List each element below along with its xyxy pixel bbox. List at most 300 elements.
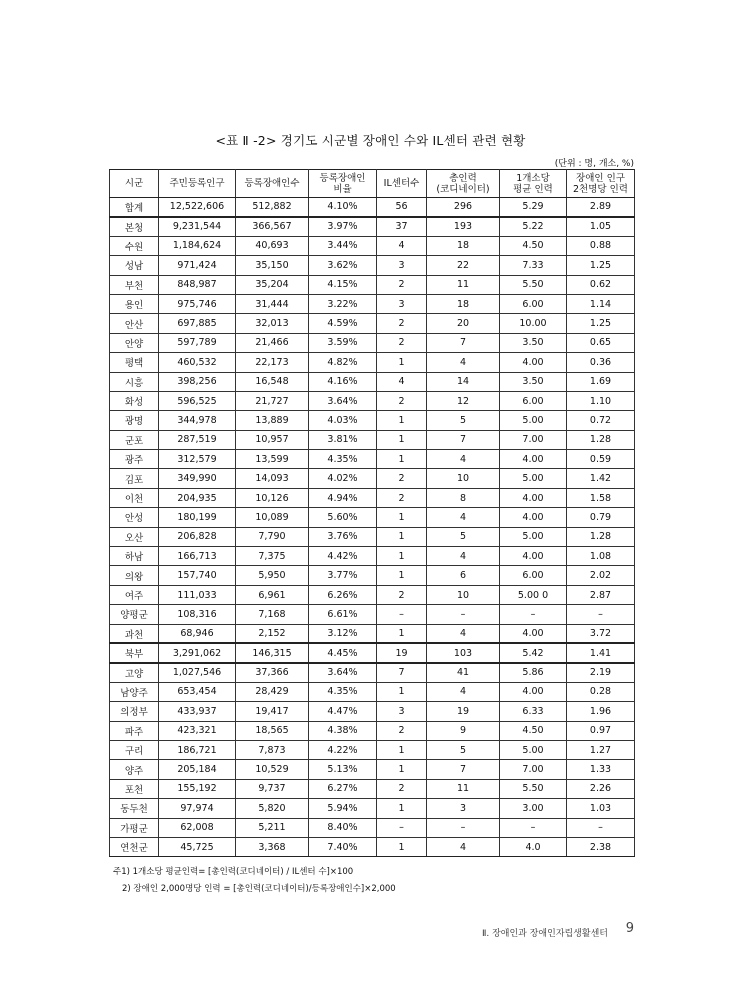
table-cell: 62,008	[159, 818, 236, 837]
table-cell: 5.00	[500, 411, 567, 430]
table-cell: 5,211	[236, 818, 309, 837]
table-cell: 3	[427, 799, 500, 818]
table-cell: 597,789	[159, 333, 236, 352]
table-cell: 용인	[110, 294, 159, 313]
table-cell: 1	[377, 624, 427, 643]
table-cell: 1,184,624	[159, 236, 236, 255]
table-cell: 본청	[110, 217, 159, 236]
table-cell: 4.00	[500, 450, 567, 469]
table-cell: 7.00	[500, 760, 567, 779]
table-cell: 2,152	[236, 624, 309, 643]
table-cell: 45,725	[159, 837, 236, 856]
table-cell: 6.61%	[309, 605, 377, 624]
table-cell: 안양	[110, 333, 159, 352]
table-cell: 4.22%	[309, 740, 377, 759]
table-cell: 4.35%	[309, 682, 377, 701]
header-disabled-ratio: 등록장애인 비율	[309, 170, 377, 198]
table-cell: 0.88	[567, 236, 635, 255]
table-cell: 5.00 0	[500, 585, 567, 604]
table-row	[110, 391, 635, 410]
table-cell: 3.59%	[309, 333, 377, 352]
table-cell: 1.28	[567, 527, 635, 546]
table-row	[110, 256, 635, 275]
table-cell: 안산	[110, 314, 159, 333]
table-cell: –	[427, 605, 500, 624]
table-cell: 14,093	[236, 469, 309, 488]
table-cell: 9	[427, 721, 500, 740]
table-row	[110, 605, 635, 624]
table-row	[110, 760, 635, 779]
table-cell: 10,089	[236, 508, 309, 527]
table-cell: 5.94%	[309, 799, 377, 818]
table-cell: 6.26%	[309, 585, 377, 604]
table-cell: 7,790	[236, 527, 309, 546]
table-cell: 3.64%	[309, 663, 377, 682]
table-cell: 5.42	[500, 643, 567, 662]
table-row	[110, 624, 635, 643]
table-cell: 0.72	[567, 411, 635, 430]
table-header-row	[110, 170, 635, 198]
table-cell: 1.03	[567, 799, 635, 818]
table-cell: 4.16%	[309, 372, 377, 391]
table-cell: 5.86	[500, 663, 567, 682]
header-il-center-count: IL센터수	[377, 170, 427, 198]
table-cell: 1.42	[567, 469, 635, 488]
table-cell: 3.81%	[309, 430, 377, 449]
table-row	[110, 779, 635, 798]
table-caption: <표 Ⅱ -2> 경기도 시군별 장애인 수와 IL센터 관련 현황	[215, 133, 526, 148]
table-cell: 1.69	[567, 372, 635, 391]
table-row	[110, 508, 635, 527]
table-cell: 2	[377, 391, 427, 410]
table-cell: 5	[427, 740, 500, 759]
table-cell: 1	[377, 430, 427, 449]
table-cell: 1	[377, 682, 427, 701]
table-cell: 68,946	[159, 624, 236, 643]
table-cell: 포천	[110, 779, 159, 798]
table-row	[110, 294, 635, 313]
header-registered-disabled: 등록장애인수	[236, 170, 309, 198]
table-cell: 166,713	[159, 547, 236, 566]
table-cell: 1.27	[567, 740, 635, 759]
table-cell: 4.00	[500, 488, 567, 507]
table-cell: 4	[427, 547, 500, 566]
table-cell: 0.65	[567, 333, 635, 352]
table-cell: 3.12%	[309, 624, 377, 643]
table-cell: 의정부	[110, 702, 159, 721]
table-cell: 5.00	[500, 740, 567, 759]
table-cell: 7.40%	[309, 837, 377, 856]
table-cell: 111,033	[159, 585, 236, 604]
table-row	[110, 411, 635, 430]
table-cell: 1	[377, 353, 427, 372]
table-cell: 37	[377, 217, 427, 236]
table-cell: 2.26	[567, 779, 635, 798]
table-row	[110, 566, 635, 585]
table-cell: 1.28	[567, 430, 635, 449]
table-row	[110, 721, 635, 740]
table-cell: 41	[427, 663, 500, 682]
table-cell: 3.50	[500, 372, 567, 391]
table-cell: 의왕	[110, 566, 159, 585]
table-row	[110, 585, 635, 604]
table-cell: 5.50	[500, 275, 567, 294]
table-cell: 2.02	[567, 566, 635, 585]
table-cell: 5,820	[236, 799, 309, 818]
table-cell: 19,417	[236, 702, 309, 721]
table-cell: 1,027,546	[159, 663, 236, 682]
table-row	[110, 547, 635, 566]
table-row	[110, 430, 635, 449]
table-cell: 시흥	[110, 372, 159, 391]
table-cell: 21,466	[236, 333, 309, 352]
table-row	[110, 236, 635, 255]
table-cell: 287,519	[159, 430, 236, 449]
table-cell: 697,885	[159, 314, 236, 333]
table-cell: 3.00	[500, 799, 567, 818]
table-cell: 동두천	[110, 799, 159, 818]
table-cell: 6.33	[500, 702, 567, 721]
table-cell: 4.94%	[309, 488, 377, 507]
table-cell: 2	[377, 779, 427, 798]
table-cell: 하남	[110, 547, 159, 566]
table-cell: 1	[377, 760, 427, 779]
table-row	[110, 372, 635, 391]
table-cell: 3.62%	[309, 256, 377, 275]
unit-note: (단위 : 명, 개소, %)	[554, 159, 634, 169]
table-cell: 수원	[110, 236, 159, 255]
table-cell: 0.36	[567, 353, 635, 372]
table-cell: 13,889	[236, 411, 309, 430]
table-cell: 광명	[110, 411, 159, 430]
table-cell: 5.00	[500, 527, 567, 546]
table-cell: 4.82%	[309, 353, 377, 372]
table-cell: 3.97%	[309, 217, 377, 236]
table-cell: 6.00	[500, 566, 567, 585]
table-cell: 5,950	[236, 566, 309, 585]
table-cell: 4.00	[500, 624, 567, 643]
table-cell: 35,204	[236, 275, 309, 294]
table-cell: 20	[427, 314, 500, 333]
table-cell: 남양주	[110, 682, 159, 701]
table-cell: 4	[427, 837, 500, 856]
table-cell: 10,957	[236, 430, 309, 449]
table-cell: 3.50	[500, 333, 567, 352]
table-cell: 3	[377, 294, 427, 313]
table-cell: 7,873	[236, 740, 309, 759]
table-cell: 2	[377, 333, 427, 352]
table-cell: 1.08	[567, 547, 635, 566]
table-cell: 206,828	[159, 527, 236, 546]
table-cell: 합계	[110, 198, 159, 217]
table-cell: –	[500, 818, 567, 837]
table-cell: 848,987	[159, 275, 236, 294]
table-cell: 1.58	[567, 488, 635, 507]
table-cell: 9,737	[236, 779, 309, 798]
table-cell: 157,740	[159, 566, 236, 585]
table-cell: 7,375	[236, 547, 309, 566]
table-cell: 연천군	[110, 837, 159, 856]
table-cell: 56	[377, 198, 427, 217]
table-cell: 18,565	[236, 721, 309, 740]
table-cell: 14	[427, 372, 500, 391]
table-row	[110, 818, 635, 837]
table-cell: 2	[377, 585, 427, 604]
footnotes	[113, 864, 396, 898]
table-cell: 성남	[110, 256, 159, 275]
table-cell: 12	[427, 391, 500, 410]
table-cell: 5.50	[500, 779, 567, 798]
table-cell: 8.40%	[309, 818, 377, 837]
table-cell: 4.45%	[309, 643, 377, 662]
table-cell: 1.10	[567, 391, 635, 410]
table-cell: 과천	[110, 624, 159, 643]
table-cell: 6	[427, 566, 500, 585]
table-cell: 4.35%	[309, 450, 377, 469]
table-cell: 2.89	[567, 198, 635, 217]
table-cell: –	[567, 818, 635, 837]
table-cell: 3.64%	[309, 391, 377, 410]
table-cell: 10.00	[500, 314, 567, 333]
table-cell: 3	[377, 256, 427, 275]
table-cell: –	[377, 818, 427, 837]
table-cell: 4.00	[500, 682, 567, 701]
page-footer: Ⅱ. 장애인과 장애인자립생활센터	[481, 929, 608, 939]
table-cell: 40,693	[236, 236, 309, 255]
table-cell: 7	[427, 430, 500, 449]
table-cell: 4	[377, 372, 427, 391]
table-cell: 653,454	[159, 682, 236, 701]
table-cell: 6,961	[236, 585, 309, 604]
table-cell: 9,231,544	[159, 217, 236, 236]
table-row	[110, 450, 635, 469]
table-cell: 97,974	[159, 799, 236, 818]
table-cell: 1.25	[567, 256, 635, 275]
table-cell: 파주	[110, 721, 159, 740]
table-cell: 186,721	[159, 740, 236, 759]
table-cell: 193	[427, 217, 500, 236]
table-cell: 18	[427, 294, 500, 313]
table-cell: –	[567, 605, 635, 624]
table-cell: 고양	[110, 663, 159, 682]
table-cell: 4	[427, 353, 500, 372]
table-cell: 김포	[110, 469, 159, 488]
disability-statistics-table	[109, 169, 635, 857]
header-population: 주민등록인구	[159, 170, 236, 198]
table-cell: 4.00	[500, 547, 567, 566]
table-cell: 4.00	[500, 353, 567, 372]
table-cell: –	[427, 818, 500, 837]
table-cell: 975,746	[159, 294, 236, 313]
table-cell: 8	[427, 488, 500, 507]
table-cell: –	[500, 605, 567, 624]
table-cell: 1.41	[567, 643, 635, 662]
table-cell: 부천	[110, 275, 159, 294]
table-row	[110, 663, 635, 682]
table-cell: 1.14	[567, 294, 635, 313]
table-row	[110, 469, 635, 488]
table-cell: 35,150	[236, 256, 309, 275]
table-cell: 6.00	[500, 391, 567, 410]
header-avg-staff: 1개소당 평균 인력	[500, 170, 567, 198]
table-cell: 10	[427, 469, 500, 488]
table-cell: 이천	[110, 488, 159, 507]
table-cell: 3.22%	[309, 294, 377, 313]
table-cell: 103	[427, 643, 500, 662]
table-cell: 2	[377, 721, 427, 740]
table-cell: 1	[377, 566, 427, 585]
table-cell: 1.25	[567, 314, 635, 333]
table-cell: 2.38	[567, 837, 635, 856]
table-cell: 1.33	[567, 760, 635, 779]
table-cell: 11	[427, 275, 500, 294]
table-cell: 205,184	[159, 760, 236, 779]
table-cell: 3.72	[567, 624, 635, 643]
table-cell: 4	[427, 682, 500, 701]
table-row	[110, 353, 635, 372]
table-cell: 2	[377, 314, 427, 333]
table-cell: 1	[377, 508, 427, 527]
table-cell: 19	[427, 702, 500, 721]
table-cell: 북부	[110, 643, 159, 662]
table-cell: 16,548	[236, 372, 309, 391]
table-row	[110, 799, 635, 818]
table-cell: 2.87	[567, 585, 635, 604]
table-cell: 4.50	[500, 236, 567, 255]
table-row	[110, 740, 635, 759]
table-cell: 2	[377, 469, 427, 488]
table-cell: 423,321	[159, 721, 236, 740]
table-cell: 204,935	[159, 488, 236, 507]
table-cell: 7.00	[500, 430, 567, 449]
table-cell: 오산	[110, 527, 159, 546]
table-cell: 4.38%	[309, 721, 377, 740]
table-cell: 108,316	[159, 605, 236, 624]
table-cell: 3.76%	[309, 527, 377, 546]
table-cell: 366,567	[236, 217, 309, 236]
table-cell: 4	[377, 236, 427, 255]
table-cell: 7	[377, 663, 427, 682]
table-cell: 296	[427, 198, 500, 217]
table-cell: 4.0	[500, 837, 567, 856]
table-cell: 1	[377, 837, 427, 856]
table-cell: 37,366	[236, 663, 309, 682]
table-cell: 4.02%	[309, 469, 377, 488]
table-cell: 4.59%	[309, 314, 377, 333]
table-cell: 22,173	[236, 353, 309, 372]
table-cell: 0.62	[567, 275, 635, 294]
table-cell: 398,256	[159, 372, 236, 391]
table-cell: 2.19	[567, 663, 635, 682]
table-cell: 4	[427, 624, 500, 643]
header-region: 시군	[110, 170, 159, 198]
table-cell: 10,126	[236, 488, 309, 507]
table-cell: 312,579	[159, 450, 236, 469]
table-row	[110, 643, 635, 662]
table-cell: 5.29	[500, 198, 567, 217]
table-cell: 1	[377, 799, 427, 818]
table-body	[110, 198, 635, 857]
table-row	[110, 682, 635, 701]
table-cell: 여주	[110, 585, 159, 604]
table-cell: 4	[427, 508, 500, 527]
table-row	[110, 198, 635, 217]
table-cell: 군포	[110, 430, 159, 449]
table-cell: 4.10%	[309, 198, 377, 217]
table-cell: 180,199	[159, 508, 236, 527]
table-cell: 구리	[110, 740, 159, 759]
table-row	[110, 314, 635, 333]
table-cell: 596,525	[159, 391, 236, 410]
table-cell: 5	[427, 411, 500, 430]
table-cell: 4.03%	[309, 411, 377, 430]
table-cell: 0.97	[567, 721, 635, 740]
table-cell: 155,192	[159, 779, 236, 798]
table-cell: 10,529	[236, 760, 309, 779]
table-cell: 6.00	[500, 294, 567, 313]
table-cell: 512,882	[236, 198, 309, 217]
table-cell: 0.28	[567, 682, 635, 701]
table-row	[110, 217, 635, 236]
table-row	[110, 333, 635, 352]
table-cell: 1	[377, 740, 427, 759]
table-cell: 0.79	[567, 508, 635, 527]
table-cell: 28,429	[236, 682, 309, 701]
table-cell: 1	[377, 450, 427, 469]
table-cell: 5.60%	[309, 508, 377, 527]
table-cell: 5.00	[500, 469, 567, 488]
table-row	[110, 488, 635, 507]
table-row	[110, 275, 635, 294]
table-cell: 11	[427, 779, 500, 798]
footnote-2: 2) 장애인 2,000명당 인력 = [총인력(코디네이터)/등록장애인수]×2,000	[122, 884, 396, 894]
table-cell: 평택	[110, 353, 159, 372]
header-total-staff: 총인력 (코디네이터)	[427, 170, 500, 198]
table-cell: 21,727	[236, 391, 309, 410]
table-cell: 5	[427, 527, 500, 546]
table-cell: 4.42%	[309, 547, 377, 566]
table-cell: 4.50	[500, 721, 567, 740]
table-cell: 4.47%	[309, 702, 377, 721]
table-cell: 가평군	[110, 818, 159, 837]
table-cell: 19	[377, 643, 427, 662]
table-cell: 146,315	[236, 643, 309, 662]
table-cell: 3.44%	[309, 236, 377, 255]
table-cell: 5.13%	[309, 760, 377, 779]
table-cell: 433,937	[159, 702, 236, 721]
table-cell: 18	[427, 236, 500, 255]
page-number: 9	[625, 921, 634, 936]
table-cell: 13,599	[236, 450, 309, 469]
table-cell: 5.22	[500, 217, 567, 236]
table-cell: 3,368	[236, 837, 309, 856]
table-row	[110, 837, 635, 856]
table-cell: 349,990	[159, 469, 236, 488]
table-cell: 2	[377, 488, 427, 507]
table-cell: 10	[427, 585, 500, 604]
table-cell: 31,444	[236, 294, 309, 313]
table-row	[110, 702, 635, 721]
table-cell: 1	[377, 527, 427, 546]
footnote-1: 주1) 1개소당 평균인력= [총인력(코디네이터) / IL센터 수]×100	[113, 867, 354, 877]
table-cell: 양주	[110, 760, 159, 779]
table-row	[110, 527, 635, 546]
table-cell: 12,522,606	[159, 198, 236, 217]
table-cell: 971,424	[159, 256, 236, 275]
table-cell: 화성	[110, 391, 159, 410]
table-cell: 32,013	[236, 314, 309, 333]
table-cell: 4.15%	[309, 275, 377, 294]
